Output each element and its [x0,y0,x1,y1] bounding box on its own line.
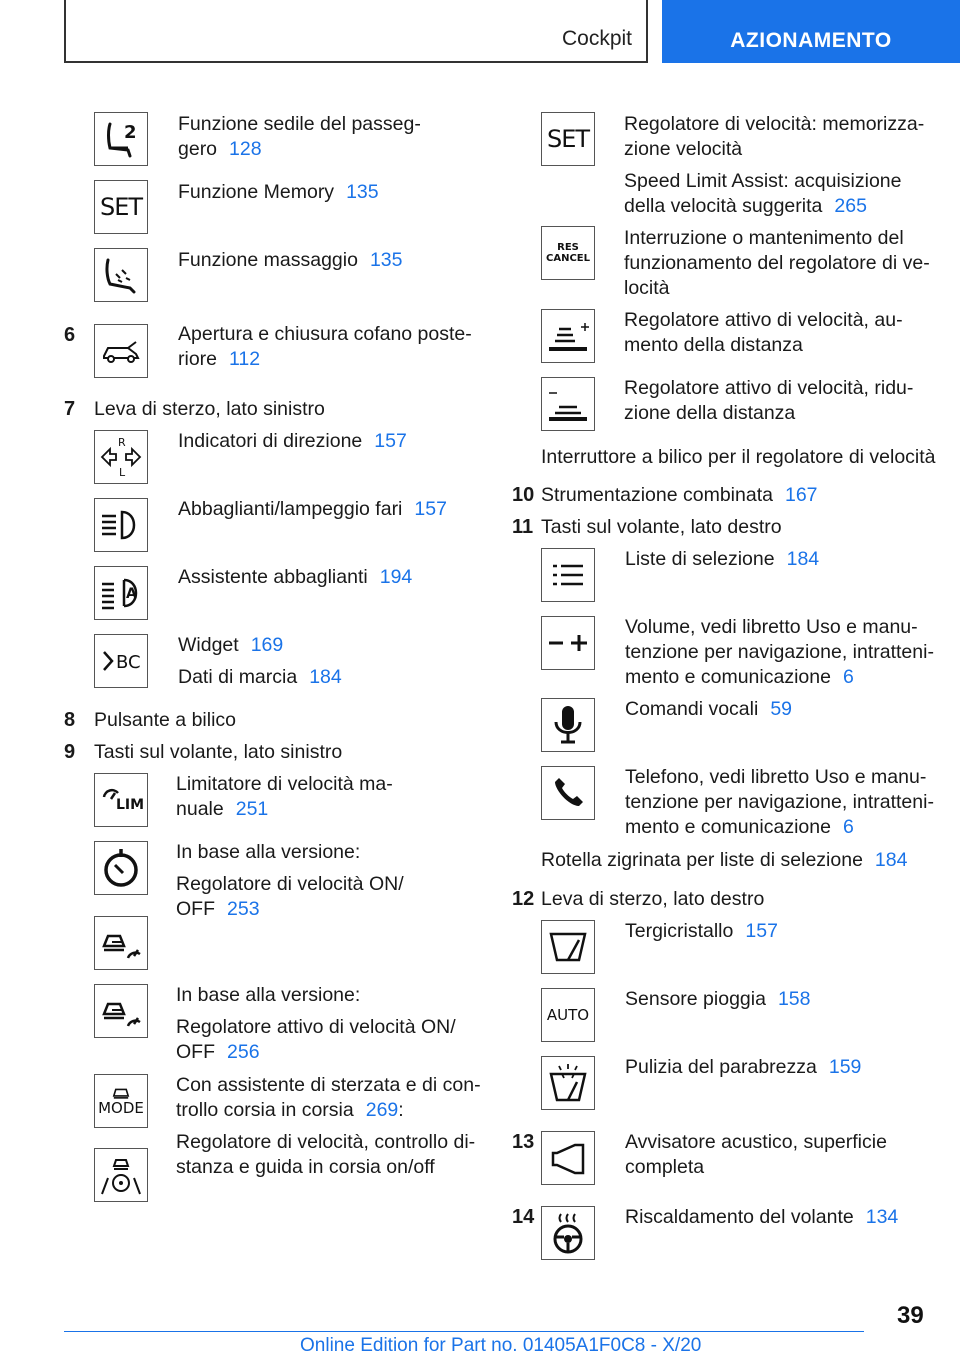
item-phone-line1: Telefono, vedi libretto Uso e manu- [625,766,927,788]
high-beam-assistant-icon [94,566,148,620]
page-link-269[interactable]: 269 [365,1099,399,1121]
mode-icon [94,1074,148,1128]
item-horn-line1: Avvisatore acustico, superficie [625,1131,887,1153]
set-speed-icon [541,112,595,166]
page-link-6-volume[interactable]: 6 [842,666,854,688]
header-section-title: Cockpit [561,27,632,50]
res-cancel-icon [541,226,595,280]
page-link-159[interactable]: 159 [828,1056,862,1078]
item-selection-lists-label: Liste di selezione [625,548,775,570]
item-passenger-seat [178,112,421,162]
item-cruise-control-line3: OFF [176,898,215,920]
item-distance-decrease-line2: zione della distanza [624,402,796,424]
item-steering-assistant [176,1073,481,1123]
page-link-184-trip[interactable]: 184 [309,666,342,688]
item-massage-label: Funzione massaggio [178,249,358,271]
page-link-128[interactable]: 128 [229,138,262,160]
item-number-12: 12 [512,888,535,910]
page-link-112[interactable]: 112 [229,348,261,370]
item-volume-line3: mento e comunicazione [625,666,831,688]
item-cruise-control-line2: Regolatore di velocità ON/ [176,873,404,895]
speed-limiter-icon [94,773,148,827]
item-phone [625,765,934,840]
heated-steering-icon [541,1206,595,1260]
set-memory-icon [94,180,148,234]
item-memory [178,180,379,205]
seat-2-icon [94,112,148,166]
horn-icon [541,1131,595,1185]
distance-increase-icon [541,309,595,363]
item-heated-steering-label: Riscaldamento del volante [625,1206,854,1228]
header-chapter-title: AZIONAMENTO [730,29,892,52]
page-link-169[interactable]: 169 [250,634,284,656]
distance-decrease-icon [541,377,595,431]
item-instrument-cluster [541,483,818,508]
item-steering-assistant-line1: Con assistente di sterzata e di con- [176,1074,481,1096]
item-phone-line3: mento e comunicazione [625,816,831,838]
high-beam-icon [94,498,148,552]
item-speed-limit-assist-line2: della velocità suggerita [624,195,823,217]
wiper-icon [541,920,595,974]
page-link-256[interactable]: 256 [227,1041,260,1063]
page-link-157-highbeam[interactable]: 157 [414,498,447,520]
item-horn [625,1130,887,1180]
item-trunk-line2: riore [178,348,218,370]
item-active-cruise-line2: Regolatore attivo di velocità ON/ [176,1016,456,1038]
footer-edition: Online Edition for Part no. 01405A1F0C8 - X/20 [300,1335,702,1356]
item-right-wheel-heading: Tasti sul volante, lato destro [541,516,782,538]
cruise-car-icon [94,916,148,970]
lane-guidance-icon [94,1148,148,1202]
item-distance-increase [624,308,903,358]
item-distance-decrease [624,376,913,426]
seat-massage-icon [94,248,148,302]
item-speed-limit-assist-line1: Speed Limit Assist: acquisizione [624,170,902,192]
item-volume [625,615,934,690]
page-link-251[interactable]: 251 [235,798,269,820]
washer-icon [541,1056,595,1110]
item-wipers [625,919,778,944]
item-windshield-cleaning [625,1055,861,1080]
item-trunk-line1: Apertura e chiusura cofano poste- [178,323,472,345]
item-number-6: 6 [64,324,76,346]
item-voice-commands-label: Comandi vocali [625,698,759,720]
item-active-cruise-line1: In base alla versione: [176,984,361,1006]
seat-2-label: 2 [124,122,137,143]
item-store-speed [624,112,924,219]
turn-signal-l: L [119,466,126,479]
item-store-speed-line2: zione velocità [624,138,743,160]
item-passenger-seat-line2: gero [178,138,218,160]
item-number-10: 10 [512,484,535,506]
item-number-11: 11 [512,516,534,538]
active-cruise-icon [94,984,148,1038]
item-widget [178,633,342,690]
item-turn-signals-label: Indicatori di direzione [178,430,363,452]
item-res-cancel-line3: locità [624,277,670,299]
item-number-14: 14 [512,1206,535,1228]
page-link-135-memory[interactable]: 135 [346,181,379,203]
item-trunk [178,322,472,372]
item-memory-label: Funzione Memory [178,181,335,203]
item-turn-signals [178,429,407,454]
item-number-8: 8 [64,709,76,731]
speed-limiter-label: LIM [116,797,144,813]
item-number-9: 9 [64,741,76,763]
item-massage [178,248,402,273]
set-speed-label: SET [546,125,590,153]
microphone-icon [541,698,595,752]
item-number-13: 13 [512,1131,535,1153]
page-number: 39 [897,1302,924,1329]
page-link-134[interactable]: 134 [865,1206,899,1228]
item-volume-line2: tenzione per navigazione, intratteni- [625,641,934,663]
item-speed-limiter-line2: nuale [176,798,224,820]
item-wipers-label: Tergicristallo [625,920,734,942]
item-volume-line1: Volume, vedi libretto Uso e manu- [625,616,918,638]
item-speed-limiter-line1: Limitatore di velocità ma- [176,773,393,795]
item-right-stalk-heading: Leva di sterzo, lato destro [541,888,765,910]
header-chapter-tab[interactable] [662,0,960,63]
item-rocker-heading: Pulsante a bilico [94,709,237,731]
page-link-157-wiper[interactable]: 157 [745,920,778,942]
list-icon [541,548,595,602]
mode-label: MODE [98,1099,144,1117]
header-section-box [64,0,648,63]
res-label: RES [557,242,579,253]
item-res-cancel-line2: funzionamento del regolatore di ve- [624,252,930,274]
page-link-253[interactable]: 253 [227,898,260,920]
item-distance-increase-line2: mento della distanza [624,334,803,356]
volume-icon [541,616,595,670]
item-distance-increase-line1: Regolatore attivo di velocità, au- [624,309,903,331]
item-high-beam-assistant-label: Assistente abbaglianti [178,566,368,588]
page-link-265[interactable]: 265 [834,195,867,217]
item-heated-steering [625,1205,898,1230]
page-link-167[interactable]: 167 [784,484,818,506]
car-trunk-icon [94,324,148,378]
item-res-cancel-line1: Interruzione o mantenimento del [624,227,904,249]
auto-rain-icon [541,988,595,1042]
footer-divider [64,1331,864,1332]
item-high-beam [178,497,447,522]
bc-widget-icon [94,634,148,688]
item-steering-assistant-line2: trollo corsia in corsia [176,1099,354,1121]
item-left-stalk-heading: Leva di sterzo, lato sinistro [94,398,325,420]
item-cruise-control [176,840,404,922]
item-steering-assistant-colon: : [398,1099,404,1121]
item-thumbwheel [541,848,907,873]
phone-icon [541,766,595,820]
page-link-158[interactable]: 158 [777,988,811,1010]
item-windshield-cleaning-label: Pulizia del parabrezza [625,1056,817,1078]
item-thumbwheel-label: Rotella zigrinata per liste di selezione [541,849,863,871]
item-instrument-cluster-label: Strumentazione combinata [541,484,773,506]
page-link-135-massage[interactable]: 135 [369,249,403,271]
item-left-wheel-heading: Tasti sul volante, lato sinistro [94,741,343,763]
item-rain-sensor-label: Sensore pioggia [625,988,766,1010]
page-link-184-lists[interactable]: 184 [786,548,820,570]
page-link-6-phone[interactable]: 6 [842,816,854,838]
item-trip-data-label: Dati di marcia [178,666,298,688]
item-high-beam-assistant [178,565,412,590]
item-high-beam-label: Abbaglianti/lampeggio fari [178,498,403,520]
page-link-184-wheel[interactable]: 184 [874,849,908,871]
item-horn-line2: completa [625,1156,705,1178]
item-widget-label: Widget [178,634,239,656]
turn-signal-icon [94,430,148,484]
page-link-194[interactable]: 194 [379,566,413,588]
item-selection-lists [625,547,819,572]
cancel-label: CANCEL [546,253,590,264]
item-phone-line2: tenzione per navigazione, intratteni- [625,791,934,813]
cruise-control-icon [94,841,148,895]
page-link-59[interactable]: 59 [770,698,793,720]
item-store-speed-line1: Regolatore di velocità: memorizza- [624,113,925,135]
item-cruise-rocker-switch: Interruttore a bilico per il regolatore di velocità [541,446,936,468]
item-active-cruise [176,983,456,1065]
item-active-cruise-line3: OFF [176,1041,215,1063]
item-lane-guidance [176,1130,475,1180]
item-speed-limiter [176,772,393,822]
item-res-cancel [624,226,930,301]
set-memory-label: SET [99,193,143,221]
high-beam-assistant-a: A [126,586,137,602]
item-number-7: 7 [64,398,76,420]
item-distance-decrease-line1: Regolatore attivo di velocità, ridu- [624,377,914,399]
page-link-157-turn[interactable]: 157 [374,430,407,452]
item-passenger-seat-line1: Funzione sedile del passeg- [178,113,421,135]
item-voice-commands [625,697,792,722]
item-cruise-control-line1: In base alla versione: [176,841,361,863]
auto-rain-label: AUTO [546,1006,590,1024]
item-lane-guidance-line2: stanza e guida in corsia on/off [176,1156,435,1178]
turn-signal-r: R [118,436,126,449]
item-rain-sensor [625,987,810,1012]
item-lane-guidance-line1: Regolatore di velocità, controllo di- [176,1131,476,1153]
bc-widget-label: BC [116,652,141,673]
